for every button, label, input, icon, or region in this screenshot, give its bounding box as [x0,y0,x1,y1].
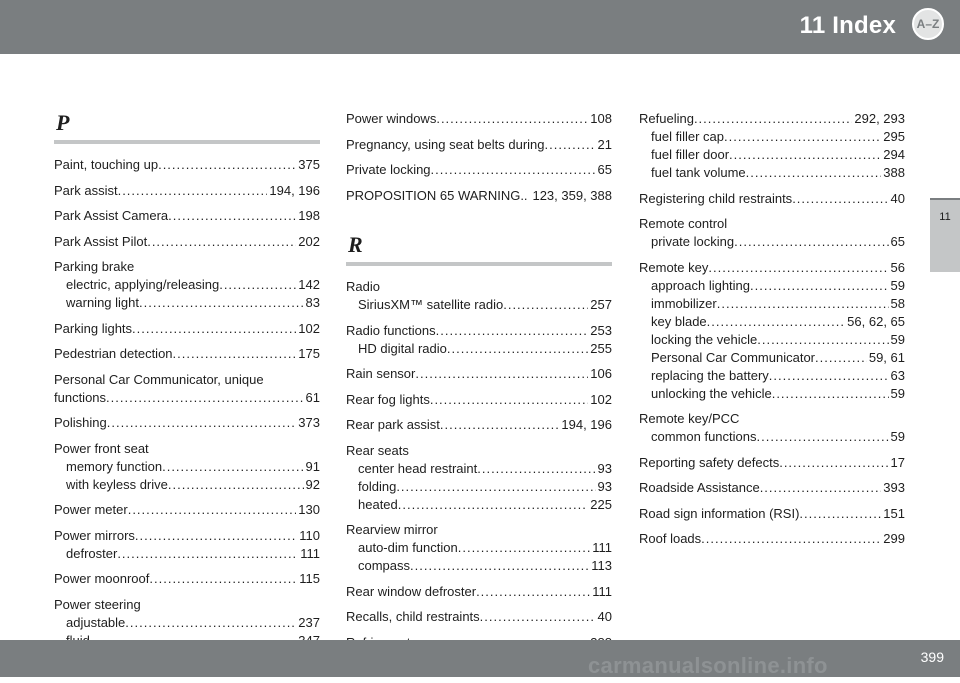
index-subentry [639,385,905,403]
page-reference[interactable]: 65 [890,234,905,249]
index-entry [54,233,320,251]
index-subentry [346,557,612,575]
dot-leader [746,164,882,182]
index-term: Rearview mirror [346,522,438,537]
page-reference[interactable]: 255 [590,340,612,356]
page-reference[interactable]: 59, 61 [868,349,905,365]
index-term: Rear seats [346,442,409,458]
index-term-line [639,110,905,128]
index-entry [54,371,320,407]
index-term: immobilizer [651,295,717,311]
dot-leader [440,416,559,434]
index-subentry [639,164,905,182]
index-entry [346,161,612,179]
page-reference[interactable]: 93 [597,478,612,494]
index-term-line [639,259,905,277]
index-term: adjustable [66,614,126,630]
index-term-line [54,527,320,545]
index-term-line [346,322,612,340]
index-entry [54,440,320,494]
index-subentry [639,428,905,446]
index-term: Radio functions [346,322,436,338]
dot-leader [168,476,304,494]
index-entry [54,414,320,432]
dot-leader [158,156,296,174]
index-term-line [346,608,612,626]
index-entry [639,215,905,251]
dot-leader [447,340,588,358]
index-term: fuel filler door [651,147,730,162]
index-entry [346,136,612,154]
page-reference[interactable]: 115 [299,571,320,586]
index-entry [54,156,320,174]
index-term-line [346,136,612,154]
index-subentry [54,476,320,494]
index-entry [54,501,320,519]
index-term-line [639,530,905,548]
section-letter: P [56,110,70,135]
index-term: electric, applying/releasing [66,277,220,292]
page-reference[interactable]: 142 [298,277,320,292]
index-entry [54,207,320,225]
dot-leader [769,367,889,385]
dot-leader [147,233,296,251]
dot-leader [125,614,296,632]
index-term: Park Assist Pilot [54,233,148,249]
dot-leader [815,349,867,367]
page-reference[interactable]: 40 [890,190,905,206]
dot-leader [779,454,888,472]
page-reference[interactable]: 194, 196 [269,182,320,198]
index-term: Power mirrors [54,527,135,543]
index-subentry [346,539,612,557]
dot-leader [707,313,846,331]
index-subentry [54,614,320,632]
letter-section-header [346,232,612,266]
index-entry [639,410,905,446]
dot-leader [135,527,297,545]
dot-leader [415,365,588,383]
index-term: heated [358,496,398,512]
page-reference[interactable]: 151 [883,505,905,521]
index-entry [639,479,905,497]
index-term-line [54,233,320,251]
page-reference[interactable]: 21 [597,136,612,152]
index-term: center head restraint [358,460,478,476]
dot-leader [729,146,881,164]
index-term: Power meter [54,502,128,517]
page-reference[interactable]: 83 [305,295,320,310]
dot-leader [118,182,268,200]
index-term: Park Assist Camera [54,208,169,223]
page-reference[interactable]: 130 [298,502,320,517]
page-reference[interactable]: 58 [890,295,905,311]
letter-section-header [54,110,320,144]
index-term: unlocking the vehicle [651,385,772,401]
index-entry [639,505,905,523]
index-entry [54,570,320,588]
index-term: memory function [66,458,163,474]
page-reference[interactable]: 202 [298,233,320,249]
page-reference[interactable]: 388 [883,165,905,180]
index-entry [346,608,612,626]
index-term-line [54,596,320,614]
index-term: Rear park assist [346,417,440,432]
index-term: fuel tank volume [651,165,746,180]
index-term-line [54,570,320,588]
dot-leader [107,414,297,432]
index-term: Registering child restraints [639,190,793,206]
index-subentry [639,295,905,313]
index-term-line [54,156,320,174]
index-term: Power steering [54,596,141,612]
watermark: carmanualsonline.info [588,653,828,678]
index-term: Road sign information (RSI) [639,505,800,521]
index-column-2 [346,110,612,659]
dot-leader [476,583,590,601]
dot-leader [480,608,596,626]
dot-leader [139,294,304,312]
page-reference[interactable]: 102 [590,391,612,407]
dot-leader [106,389,303,407]
index-term-line [639,410,905,428]
index-term: Remote key [639,259,709,275]
dot-leader [694,110,852,128]
index-term: Park assist [54,182,118,198]
index-term: warning light [66,295,139,310]
index-subentry [639,367,905,385]
page-reference[interactable]: 257 [590,297,612,312]
index-term: Paint, touching up [54,157,159,172]
index-entry [346,187,612,205]
page-reference[interactable]: 110 [299,527,320,543]
index-term-line [346,391,612,409]
index-entry [346,442,612,514]
dot-leader [410,557,589,575]
index-column-1 [54,110,320,683]
page-reference[interactable]: 92 [305,476,320,492]
section-letter: R [348,232,363,257]
page-header [0,0,960,54]
page-reference[interactable]: 40 [597,609,612,624]
page-reference[interactable]: 108 [590,111,612,126]
index-subentry [346,460,612,478]
index-subentry [54,294,320,312]
index-term: folding [358,478,397,494]
page-reference[interactable]: 373 [298,415,320,430]
index-term-line [346,110,612,128]
index-term: HD digital radio [358,340,447,356]
index-entry [639,530,905,548]
page-reference[interactable]: 56, 62, 65 [847,313,905,329]
section-divider [54,140,320,144]
index-term: Rear fog lights [346,391,430,407]
dot-leader [436,110,588,128]
index-entry [54,320,320,338]
index-term: functions [54,389,107,405]
dot-leader [503,296,588,314]
dot-leader [757,428,889,446]
index-term: with keyless drive [66,476,168,492]
dot-leader [168,207,296,225]
index-entry [54,258,320,312]
dot-leader [430,391,588,409]
index-term: key blade [651,313,707,329]
index-entry [54,182,320,200]
dot-leader [436,322,589,340]
page-reference[interactable]: 63 [890,367,905,383]
index-term: Parking lights [54,320,133,336]
index-term-line [54,501,320,519]
index-term: PROPOSITION 65 WARNING.. [346,187,528,203]
index-term: private locking [651,234,735,249]
dot-leader [760,479,882,497]
index-term-line [54,320,320,338]
index-term-line [346,187,612,205]
index-subentry [54,276,320,294]
index-entry [346,391,612,409]
index-entry [639,110,905,182]
index-term: approach lighting [651,277,751,293]
index-term: auto-dim function [358,540,458,555]
page-reference[interactable]: 56 [890,259,905,275]
page-reference[interactable]: 59 [890,385,905,401]
index-term: Reporting safety defects [639,454,780,470]
index-subentry [346,496,612,514]
page-reference[interactable]: 111 [300,545,320,561]
page-reference[interactable]: 106 [590,366,612,381]
dot-leader [724,128,881,146]
page-reference[interactable]: 111 [592,583,612,599]
dot-leader [477,460,595,478]
index-term: Power front seat [54,440,149,456]
index-entry [346,110,612,128]
index-term-line [54,345,320,363]
index-subentry [639,313,905,331]
index-subentry [346,296,612,314]
page-reference[interactable]: 17 [890,454,905,470]
index-term: fuel filler cap [651,129,724,144]
index-entry [346,322,612,358]
page-reference[interactable]: 198 [298,208,320,223]
index-subentry [639,233,905,251]
index-entry [346,583,612,601]
index-term: Polishing [54,415,107,430]
index-term: defroster [66,545,118,561]
index-term-line [346,583,612,601]
index-term: Roof loads [639,531,702,546]
a-z-icon-label: A–Z [916,17,940,31]
index-term: Rear window defroster [346,583,477,599]
index-term-line [54,207,320,225]
page-reference[interactable]: 225 [590,496,612,512]
index-term: Remote key/PCC [639,411,740,426]
index-term-line [54,440,320,458]
dot-leader [799,505,881,523]
index-entry [54,345,320,363]
index-term-line [639,454,905,472]
index-entry [639,259,905,403]
index-term: Radio [346,279,380,294]
index-term: Power windows [346,111,437,126]
index-term: locking the vehicle [651,331,758,347]
index-subentry [54,545,320,563]
page-reference[interactable]: 299 [883,531,905,546]
index-subentry [346,340,612,358]
page-reference[interactable]: 123, 359, 388 [532,187,612,203]
index-term-line [639,215,905,233]
index-term-line [54,414,320,432]
dot-leader [701,530,881,548]
index-term-line [54,389,320,407]
index-term: Personal Car Communicator [651,349,816,365]
page-reference[interactable]: 102 [298,320,320,336]
page-reference[interactable]: 65 [597,162,612,177]
index-term: SiriusXM™ satellite radio [358,297,504,312]
index-term-line [346,442,612,460]
index-column-3 [639,110,905,556]
page-reference[interactable]: 253 [590,322,612,338]
index-term-line [346,416,612,434]
index-term-line [346,278,612,296]
index-subentry [54,458,320,476]
index-term: Pregnancy, using seat belts during [346,136,545,152]
index-term: replacing the battery [651,367,769,383]
index-entry [639,454,905,472]
chapter-side-tab-label: 11 [939,211,951,223]
index-subentry [639,331,905,349]
page-reference[interactable]: 175 [298,346,320,361]
index-term-line [54,182,320,200]
dot-leader [398,496,589,514]
index-term-line [54,258,320,276]
dot-leader [219,276,296,294]
index-term: Rain sensor [346,366,416,381]
dot-leader [708,259,888,277]
page-number: 399 [920,649,944,665]
dot-leader [162,458,303,476]
dot-leader [173,345,297,363]
index-subentry [639,277,905,295]
page-reference[interactable]: 113 [591,558,612,573]
page-reference[interactable]: 93 [597,460,612,476]
index-entry [639,190,905,208]
index-entry [346,521,612,575]
index-term: Parking brake [54,259,135,274]
section-divider [346,262,612,266]
index-term-line [639,505,905,523]
dot-leader [431,161,596,179]
dot-leader [717,295,889,313]
index-term: Power moonroof [54,571,150,586]
index-term-line [639,479,905,497]
dot-leader [792,190,888,208]
dot-leader [545,136,596,154]
index-entry [346,278,612,314]
page-reference[interactable]: 111 [592,540,612,555]
dot-leader [734,233,888,251]
index-term: compass [358,558,411,573]
index-term: Refueling [639,111,694,126]
index-term: Remote control [639,216,728,231]
page-reference[interactable]: 295 [883,129,905,144]
index-term: Personal Car Communicator, unique [54,371,264,387]
index-term: Private locking [346,162,431,177]
index-entry [346,365,612,383]
index-term-line [639,190,905,208]
index-term-line [346,521,612,539]
index-entry [346,416,612,434]
index-term-line [346,161,612,179]
index-term-line [54,371,320,389]
index-term: Roadside Assistance [639,480,760,495]
page-reference[interactable]: 393 [883,480,905,495]
dot-leader [772,385,889,403]
chapter-side-tab[interactable] [930,198,960,272]
dot-leader [396,478,595,496]
page-reference[interactable]: 91 [305,458,320,474]
index-subentry [346,478,612,496]
index-term: Recalls, child restraints [346,609,480,624]
a-z-index-icon [912,8,944,40]
index-term-line [346,365,612,383]
index-subentry [639,146,905,164]
index-entry [54,527,320,563]
page-title: 11 Index [799,12,896,39]
page-reference[interactable]: 59 [890,429,905,444]
index-term: common functions [651,429,757,444]
dot-leader [757,331,888,349]
dot-leader [132,320,296,338]
dot-leader [458,539,591,557]
dot-leader [128,501,297,519]
dot-leader [750,277,889,295]
page-reference[interactable]: 294 [883,147,905,162]
page-footer [0,640,960,677]
page-reference[interactable]: 237 [298,614,320,630]
page-reference[interactable]: 292, 293 [854,111,905,126]
index-subentry [639,349,905,367]
page-reference[interactable]: 59 [890,331,905,347]
index-subentry [639,128,905,146]
page-reference[interactable]: 375 [298,157,320,172]
dot-leader [117,545,298,563]
section-spacer [346,212,612,232]
page-reference[interactable]: 59 [890,277,905,293]
page-reference[interactable]: 194, 196 [561,417,612,432]
dot-leader [149,570,297,588]
page-reference[interactable]: 61 [305,389,320,405]
index-term: Pedestrian detection [54,346,173,361]
